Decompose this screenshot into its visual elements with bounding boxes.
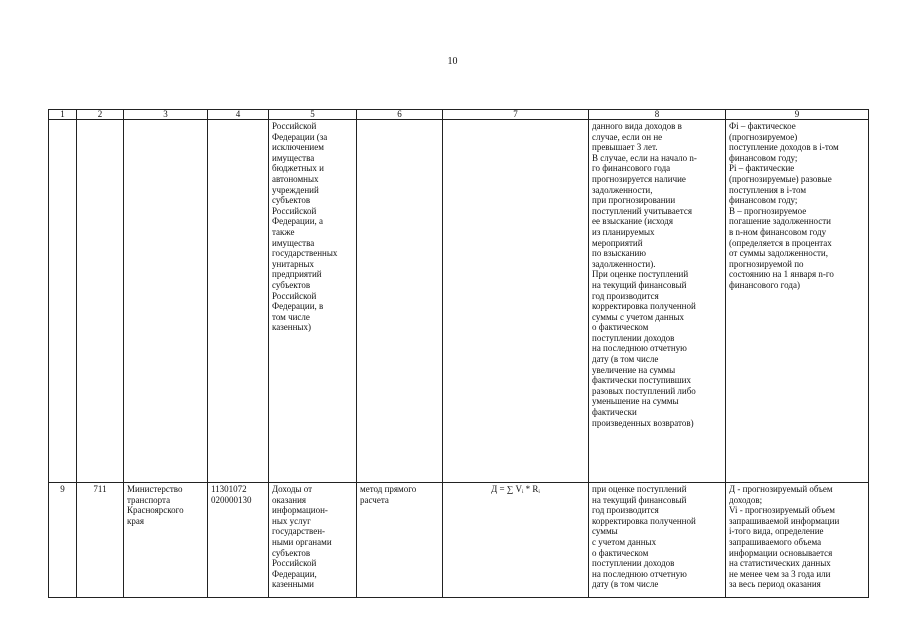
cell-text: 9: [60, 484, 65, 494]
column-header-9: 9: [726, 110, 869, 120]
formula-text: Д = ∑ Vᵢ * Rᵢ: [491, 484, 540, 494]
table-cell-revenue-description: [269, 120, 357, 483]
table-cell-kbk-code: [208, 483, 269, 598]
column-header-7: 7: [443, 110, 589, 120]
table-cell: [77, 120, 124, 483]
table-cell: [49, 120, 77, 483]
table-cell: [124, 120, 208, 483]
cell-text: Доходы от оказания информацион- ных услуг государствен- ными органами субъектов Российской Федерации, казенными: [272, 484, 332, 590]
table-cell-admin-code: [77, 483, 124, 598]
table-cell-administrator: [124, 483, 208, 598]
cell-text: Министерство транспорта Красноярского края: [127, 484, 184, 526]
table-cell: [208, 120, 269, 483]
table-cell-formula: [443, 483, 589, 598]
table-cell-row-number: [49, 483, 77, 598]
table-row-continued: [49, 120, 869, 483]
cell-text: 711: [93, 484, 107, 494]
cell-text: Фi – фактическое (прогнозируемое) поступление доходов в i-том финансовом году; Pi – фактические (прогнозируемые) разовые поступления в i-том финансовом году; B – прогнозируемое погашение задолженности в n-ном финансовом году (определяется в процентах от суммы задолженности, прогнозируемой по состоянию на 1 января n-го финансового года): [729, 121, 839, 290]
column-header-6: 6: [357, 110, 443, 120]
column-header-4: 4: [208, 110, 269, 120]
cell-text: данного вида доходов в случае, если он не превышает 3 лет. В случае, если на начало n- го финансового года прогнозируется наличие задолженности, при прогнозировании поступлений учитывается ее взыскание (исходя из планируемых мероприятий по взысканию задолженности). При оценке поступлений на текущий финансовый год производится корректировка полученной суммы с учетом данных о фактическом поступлении доходов на последнюю отчетную дату (в том числе увеличение на суммы фактически поступивших разовых поступлений либо уменьшение на суммы фактически произведенных возвратов): [592, 121, 697, 428]
table-row-9: [49, 483, 869, 598]
table-cell-variable-definitions: [726, 483, 869, 598]
cell-text: Российской Федерации (за исключением имущества бюджетных и автономных учреждений субъектов Российской Федерации, а также имущества государственных унитарных предприятий субъектов Российской Федерации, в том числе казенных): [272, 121, 338, 333]
column-header-1: 1: [49, 110, 77, 120]
table-cell-method: [357, 483, 443, 598]
table-cell-calculation-notes: [589, 120, 726, 483]
table-cell-variable-definitions: [726, 120, 869, 483]
table-cell: [443, 120, 589, 483]
cell-text: 11301072 020000130: [211, 484, 252, 505]
table-cell: [357, 120, 443, 483]
column-header-3: 3: [124, 110, 208, 120]
table-cell-revenue-description: [269, 483, 357, 598]
table-cell-calculation-notes: [589, 483, 726, 598]
page-number: 10: [447, 56, 458, 67]
column-header-8: 8: [589, 110, 726, 120]
cell-text: при оценке поступлений на текущий финансовый год производится корректировка полученной суммы с учетом данных о фактическом поступлении доходов на последнюю отчетную дату (в том числе: [592, 484, 696, 590]
column-header-2: 2: [77, 110, 124, 120]
methodology-table: [48, 109, 869, 598]
cell-text: Д - прогнозируемый объем доходов; Vi - прогнозируемый объем запрашиваемой информации i-того вида, определение запрашиваемого объема информации основывается на статистических данных не менее чем за 3 года или за весь период оказания: [729, 484, 840, 590]
header-row: [49, 110, 869, 120]
column-header-5: 5: [269, 110, 357, 120]
cell-text: метод прямого расчета: [360, 484, 417, 505]
